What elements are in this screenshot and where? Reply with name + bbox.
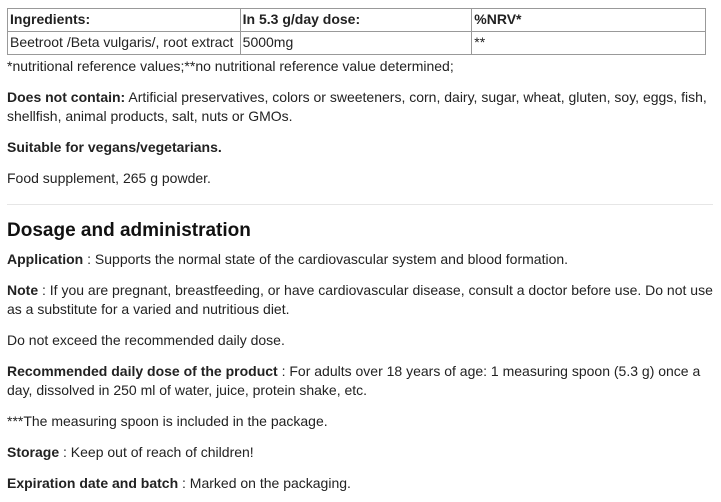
cell-nrv-value: ** xyxy=(472,32,706,55)
application-text: : Supports the normal state of the cardiovascular system and blood formation. xyxy=(83,251,569,267)
supplement-description: Food supplement, 265 g powder. xyxy=(7,170,211,186)
section-divider xyxy=(7,204,713,205)
dosage-heading: Dosage and administration xyxy=(7,220,251,241)
ingredients-table xyxy=(7,8,706,55)
header-nrv: %NRV* xyxy=(472,9,706,32)
does-not-contain xyxy=(7,88,713,126)
header-ingredients: Ingredients: xyxy=(8,9,241,32)
storage-label: Storage xyxy=(7,444,60,460)
storage-paragraph xyxy=(7,443,713,462)
note-text: : If you are pregnant, breastfeeding, or have cardiovascular disease, consult a doctor before use. Do not use as a substitute for a varied and nutritious diet. xyxy=(7,282,713,317)
recommended-dose-label: Recommended daily dose of the product xyxy=(7,363,278,379)
spoon-note-paragraph: ***The measuring spoon is included in the package. xyxy=(7,413,328,429)
header-dose: In 5.3 g/day dose: xyxy=(240,9,472,32)
suitable-statement: Suitable for vegans/vegetarians. xyxy=(7,139,222,155)
cell-dose-value: 5000mg xyxy=(240,32,472,55)
nrv-footnote: *nutritional reference values;**no nutritional reference value determined; xyxy=(7,58,454,74)
cell-ingredient-name: Beetroot /Beta vulgaris/, root extract xyxy=(8,32,241,55)
note-paragraph xyxy=(7,281,713,319)
table-header-row xyxy=(8,9,706,32)
does-not-contain-text: Artificial preservatives, colors or sweeteners, corn, dairy, sugar, wheat, gluten, soy, eggs, fish, shellfish, animal products, salt, nuts or GMOs. xyxy=(7,89,707,124)
recommended-dose-text: : For adults over 18 years of age: 1 measuring spoon (5.3 g) once a day, dissolved in 250 ml of water, juice, protein shake, etc. xyxy=(7,363,701,398)
do-not-exceed-paragraph: Do not exceed the recommended daily dose. xyxy=(7,332,285,348)
does-not-contain-label: Does not contain: xyxy=(7,89,126,105)
expiration-label: Expiration date and batch xyxy=(7,475,179,491)
application-paragraph xyxy=(7,250,713,269)
recommended-dose-paragraph xyxy=(7,362,713,400)
expiration-paragraph xyxy=(7,474,713,493)
application-label: Application xyxy=(7,251,84,267)
storage-text: : Keep out of reach of children! xyxy=(59,444,254,460)
expiration-text: : Marked on the packaging. xyxy=(178,475,351,491)
table-row xyxy=(8,32,706,55)
note-label: Note xyxy=(7,282,39,298)
